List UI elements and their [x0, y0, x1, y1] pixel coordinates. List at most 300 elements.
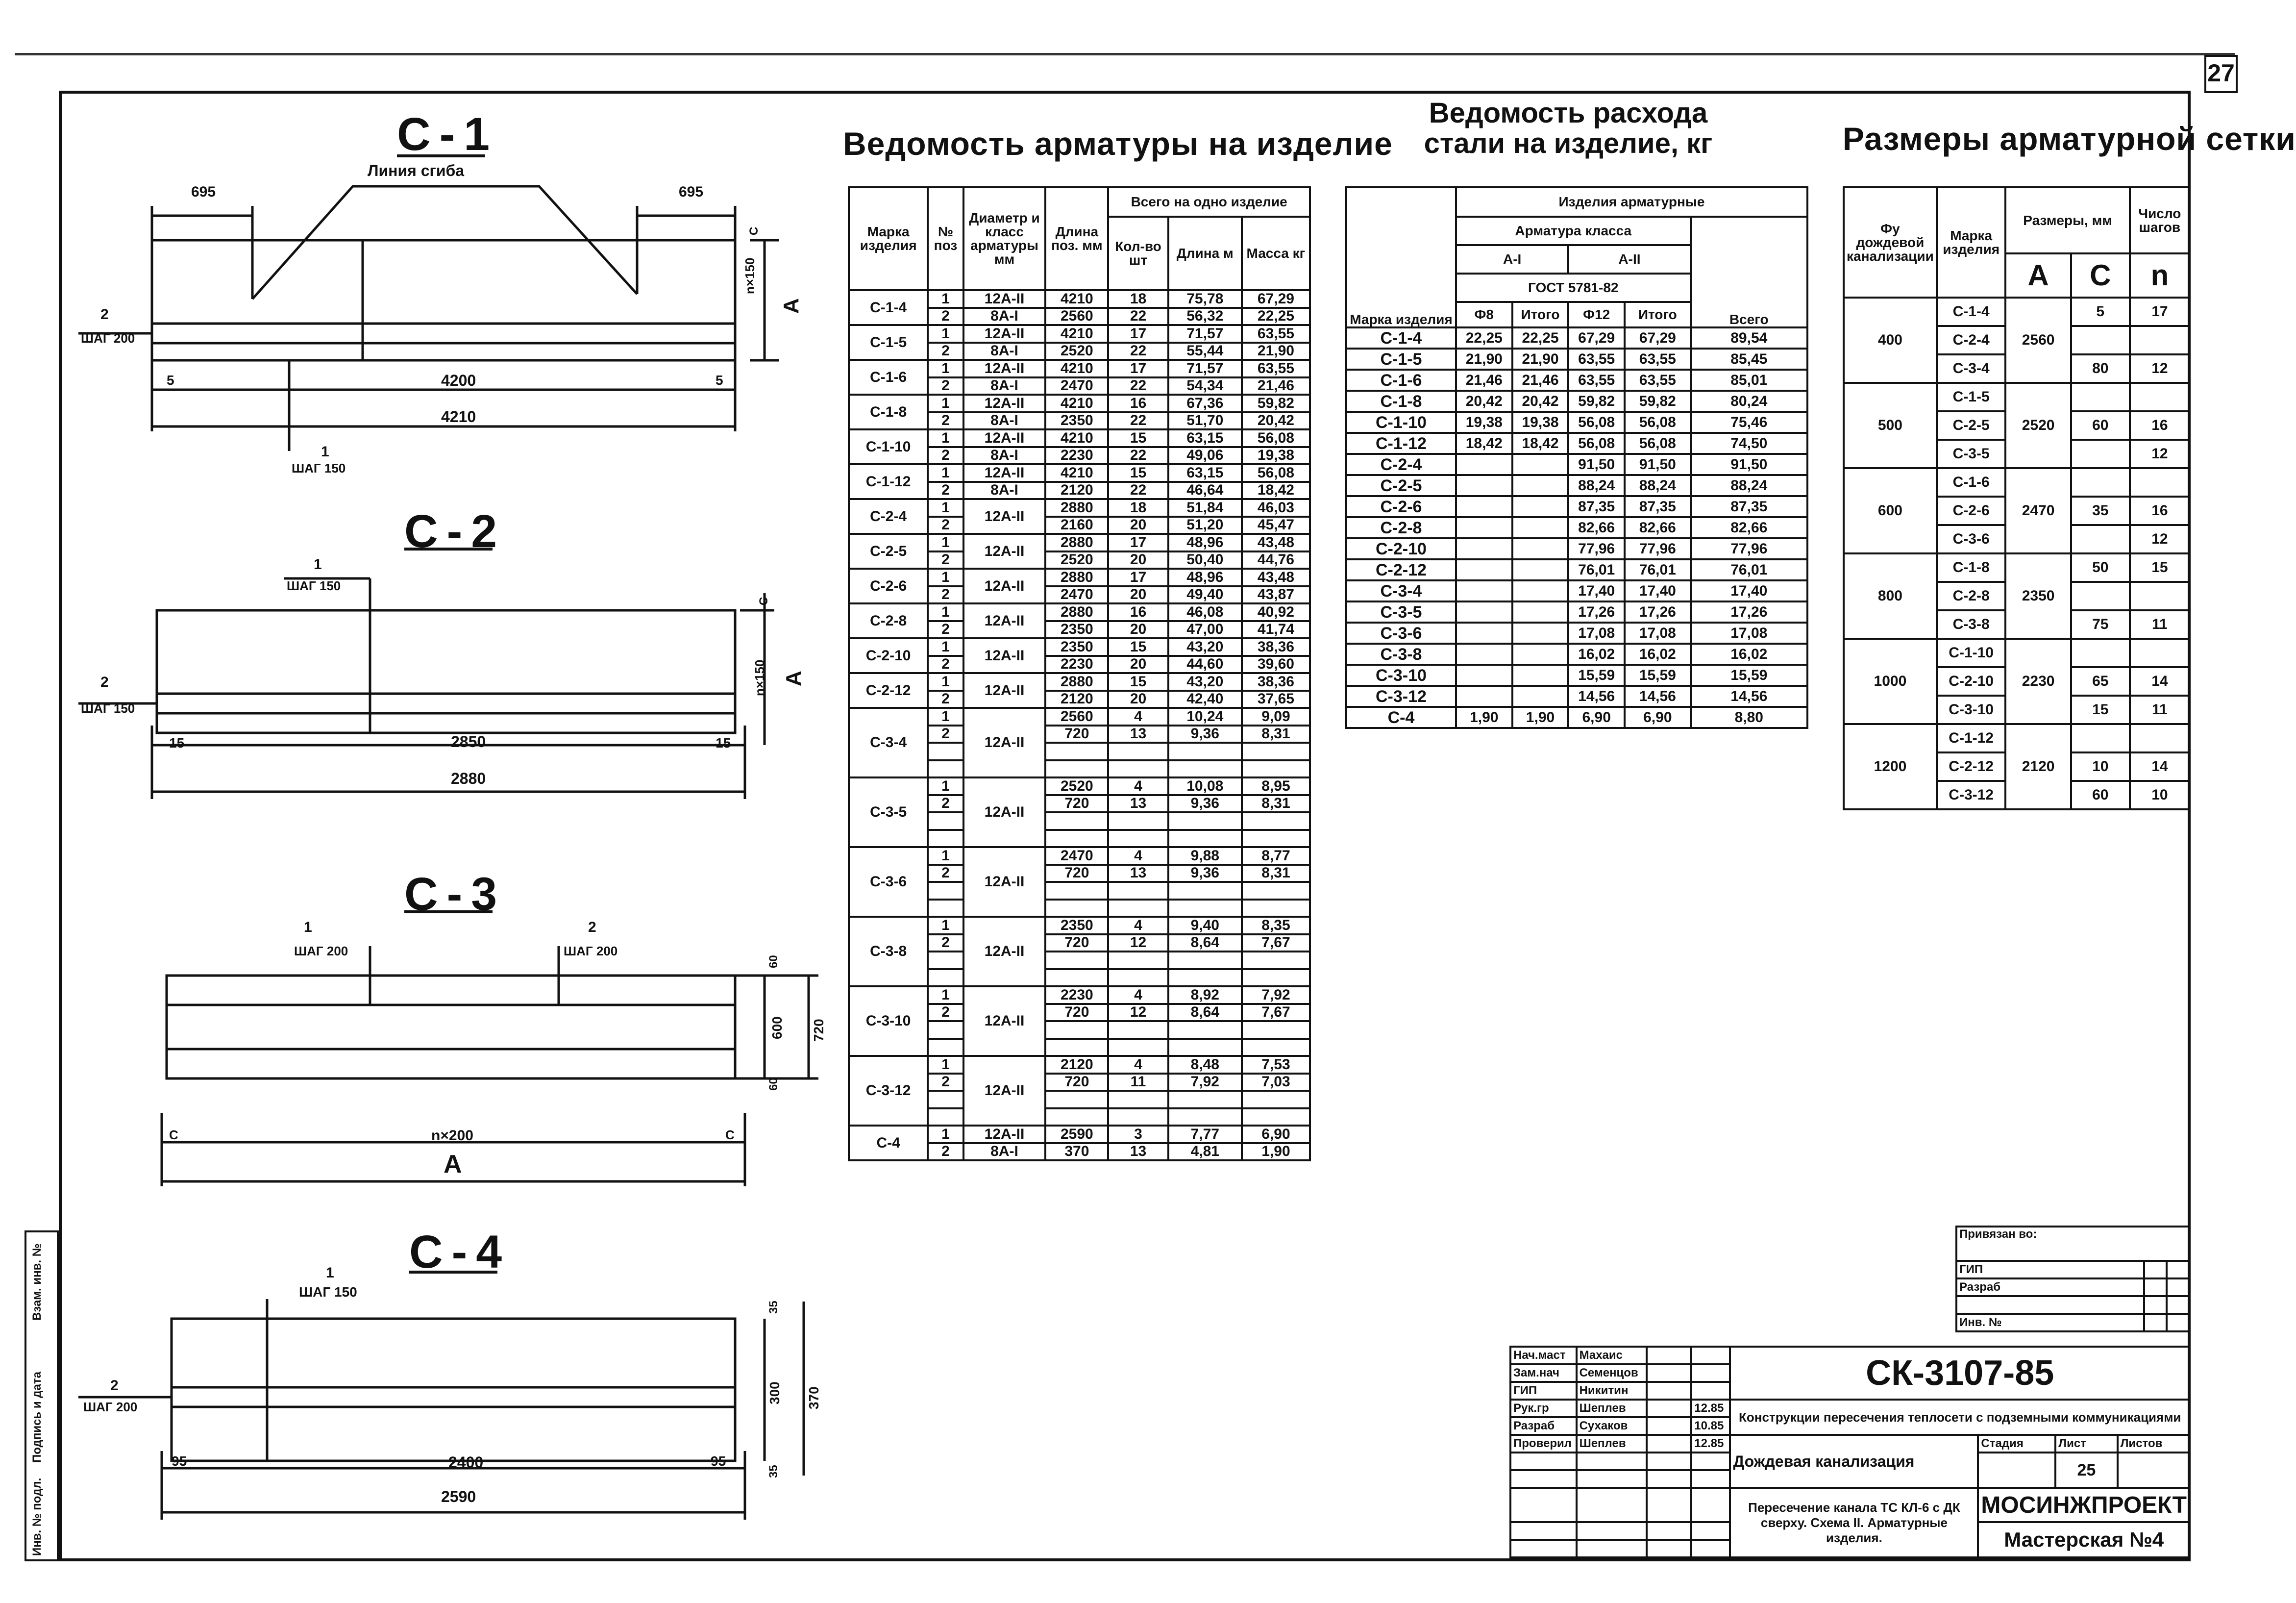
- t1-cell-len: [1045, 1039, 1108, 1056]
- t1-cell-tlen: [1168, 900, 1242, 917]
- stamp-r4-date: 12.85: [1691, 1400, 1730, 1417]
- t1-cell-len: [1045, 760, 1108, 778]
- t1-cell-qty: 13: [1108, 1143, 1168, 1161]
- t2-cell-sum1: [1512, 454, 1569, 475]
- t2-cell-sum2: 17,26: [1625, 601, 1691, 623]
- t1-cell-len: 370: [1045, 1143, 1108, 1161]
- t2-cell-mark: С-2-5: [1346, 475, 1456, 496]
- t3-cell-steps: [2130, 582, 2190, 610]
- t3-cell-a: 2560: [2005, 298, 2071, 383]
- t1-cell-tlen: [1168, 969, 1242, 987]
- t1-cell-mark: С-1-6: [849, 360, 928, 395]
- c1-side-n: n×150: [742, 257, 757, 294]
- t1-cell-qty: 12: [1108, 934, 1168, 952]
- t1-cell-tlen: [1168, 882, 1242, 900]
- t3-cell-steps: 12: [2130, 440, 2190, 468]
- t2-cell-sum1: 20,42: [1512, 391, 1569, 412]
- t2-cell-d8: [1456, 665, 1512, 686]
- t1-cell-len: 2230: [1045, 447, 1108, 465]
- t1-cell-tlen: 9,36: [1168, 865, 1242, 882]
- t1-cell-qty: 20: [1108, 551, 1168, 569]
- t2-cell-mark: С-3-4: [1346, 580, 1456, 601]
- t1-cell-qty: 22: [1108, 377, 1168, 395]
- t2-cell-sum1: [1512, 517, 1569, 538]
- t2-cell-mark: С-1-6: [1346, 370, 1456, 391]
- t3-cell-c: [2071, 468, 2130, 497]
- t2-cell-total: 17,26: [1691, 601, 1807, 623]
- t2-cell-d8: 21,90: [1456, 349, 1512, 370]
- t1-cell-tlen: [1168, 812, 1242, 830]
- t1-row: [849, 673, 1310, 691]
- t2-cell-d12: 6,90: [1568, 707, 1625, 728]
- t1-row: [849, 325, 1310, 343]
- t1-cell-diam: 12А-II: [963, 673, 1046, 708]
- t1-cell-mass: 6,90: [1242, 1126, 1310, 1143]
- t1-cell-len: [1045, 830, 1108, 848]
- t1-cell-tlen: 48,96: [1168, 534, 1242, 551]
- stamp-sheet-desc: Пересечение канала ТС КЛ-6 с ДК сверху. Схема II. Арматурные изделия.: [1730, 1488, 1978, 1557]
- t1-cell-mass: 7,67: [1242, 934, 1310, 952]
- t1-cell-qty: 13: [1108, 865, 1168, 882]
- t1-cell-qty: 15: [1108, 638, 1168, 656]
- t1-cell-len: 2350: [1045, 412, 1108, 430]
- t1-cell-mass: 59,82: [1242, 395, 1310, 412]
- t1-cell-qty: [1108, 760, 1168, 778]
- t1-cell-tlen: 56,32: [1168, 308, 1242, 326]
- t1-cell-diam: 12А-II: [963, 325, 1046, 343]
- c1-step-bottom: ШАГ 150: [292, 461, 346, 476]
- t3-cell-mark: С-3-4: [1937, 354, 2006, 383]
- t2-cell-sum1: 19,38: [1512, 412, 1569, 433]
- t1-cell-pos: 2: [928, 1004, 963, 1022]
- stamp-workshop: Мастерская №4: [1978, 1522, 2190, 1557]
- t3-cell-mark: С-2-8: [1937, 582, 2006, 610]
- t3-cell-steps: [2130, 383, 2190, 411]
- t1-cell-mark: С-2-12: [849, 673, 928, 708]
- t1-cell-mark: С-1-5: [849, 325, 928, 360]
- t2-cell-sum1: [1512, 686, 1569, 707]
- t1-cell-tlen: 49,40: [1168, 586, 1242, 604]
- t1-row: [849, 429, 1310, 447]
- t2-cell-total: 16,02: [1691, 644, 1807, 665]
- t2-cell-d8: [1456, 559, 1512, 580]
- t1-cell-pos: [928, 952, 963, 969]
- t1-cell-tlen: 8,48: [1168, 1056, 1242, 1074]
- t1-cell-len: 2880: [1045, 499, 1108, 517]
- c4-step-left: ШАГ 200: [83, 1400, 138, 1414]
- t1-cell-tlen: 10,08: [1168, 777, 1242, 795]
- t2-cell-total: 80,24: [1691, 391, 1807, 412]
- t2-cell-mark: С-3-10: [1346, 665, 1456, 686]
- t1-cell-qty: 4: [1108, 777, 1168, 795]
- t2-cell-d12: 67,29: [1568, 327, 1625, 349]
- t1-body: [849, 290, 1310, 1160]
- c4-dim-outer: 2590: [441, 1488, 476, 1505]
- t2-cell-total: 8,80: [1691, 707, 1807, 728]
- t1-cell-pos: [928, 900, 963, 917]
- t1-cell-pos: 1: [928, 777, 963, 795]
- c1-dim-right: 695: [679, 184, 704, 200]
- t2-cell-mark: С-3-12: [1346, 686, 1456, 707]
- t1-cell-mass: 44,76: [1242, 551, 1310, 569]
- t1-cell-pos: 2: [928, 1143, 963, 1161]
- c4-end-right: 95: [711, 1453, 726, 1469]
- t1-cell-pos: 1: [928, 986, 963, 1004]
- t2-cell-mark: С-1-5: [1346, 349, 1456, 370]
- t1-cell-mass: 38,36: [1242, 638, 1310, 656]
- t1-cell-tlen: [1168, 1108, 1242, 1126]
- t2-cell-total: 15,59: [1691, 665, 1807, 686]
- t1-cell-len: [1045, 1091, 1108, 1108]
- t3-cell-a: 2470: [2005, 468, 2071, 553]
- t1-cell-mass: [1242, 952, 1310, 969]
- t2-h-items: Изделия арматурные: [1456, 187, 1807, 217]
- t3-cell-mark: С-3-5: [1937, 440, 2006, 468]
- t3-row: [1844, 468, 2190, 497]
- t2-cell-d8: 21,46: [1456, 370, 1512, 391]
- t2-cell-sum2: 15,59: [1625, 665, 1691, 686]
- t2-cell-total: 75,46: [1691, 412, 1807, 433]
- stamp-stage-h: Стадия: [1978, 1435, 2055, 1453]
- t1-cell-mass: 40,92: [1242, 603, 1310, 621]
- t2-cell-total: 85,45: [1691, 349, 1807, 370]
- t1-cell-tlen: 9,88: [1168, 847, 1242, 865]
- t3-cell-du: 400: [1844, 298, 1937, 383]
- t1-cell-pos: [928, 760, 963, 778]
- t1-cell-mass: [1242, 1039, 1310, 1056]
- t1-cell-qty: [1108, 830, 1168, 848]
- t1-cell-len: 720: [1045, 934, 1108, 952]
- t1-cell-tlen: [1168, 830, 1242, 848]
- t2-h-steel: Арматура класса: [1456, 217, 1691, 245]
- t1-cell-tlen: 42,40: [1168, 691, 1242, 708]
- t3-cell-c: 75: [2071, 610, 2130, 639]
- t1-cell-mass: 22,25: [1242, 308, 1310, 326]
- t2-cell-mark: С-2-4: [1346, 454, 1456, 475]
- t1-cell-mass: 8,35: [1242, 917, 1310, 934]
- t3-cell-c: [2071, 440, 2130, 468]
- t2-cell-sum2: 56,08: [1625, 412, 1691, 433]
- t2-cell-d12: 16,02: [1568, 644, 1625, 665]
- t1-row: [849, 917, 1310, 934]
- t2-cell-sum1: [1512, 665, 1569, 686]
- t1-cell-tlen: 71,57: [1168, 360, 1242, 377]
- stamp-r5-date: 10.85: [1691, 1417, 1730, 1435]
- t2-cell-total: 85,01: [1691, 370, 1807, 391]
- t2-cell-d8: [1456, 475, 1512, 496]
- t3-cell-c: [2071, 383, 2130, 411]
- t3-cell-c: 60: [2071, 781, 2130, 809]
- t1-cell-pos: 1: [928, 290, 963, 308]
- t2-cell-sum1: [1512, 496, 1569, 517]
- t1-cell-qty: [1108, 1091, 1168, 1108]
- t2-cell-sum2: 16,02: [1625, 644, 1691, 665]
- t1-cell-len: 2520: [1045, 343, 1108, 360]
- t2-row: [1346, 349, 1807, 370]
- t3-cell-c: 15: [2071, 696, 2130, 724]
- t1-cell-qty: 20: [1108, 586, 1168, 604]
- t1-cell-pos: 1: [928, 638, 963, 656]
- t2-row: [1346, 412, 1807, 433]
- t3-body: [1844, 298, 2190, 809]
- t1-cell-len: [1045, 900, 1108, 917]
- t1-cell-diam: 12А-II: [963, 395, 1046, 412]
- t1-cell-len: 2880: [1045, 569, 1108, 586]
- t1-cell-tlen: 43,20: [1168, 673, 1242, 691]
- t1-cell-pos: 1: [928, 395, 963, 412]
- c4-dim-300: 300: [767, 1381, 782, 1404]
- t1-cell-qty: 22: [1108, 447, 1168, 465]
- t1-cell-tlen: 47,00: [1168, 621, 1242, 639]
- t1-cell-len: 720: [1045, 1004, 1108, 1022]
- t1-cell-tlen: [1168, 952, 1242, 969]
- t1-cell-len: [1045, 812, 1108, 830]
- t2-row: [1346, 391, 1807, 412]
- t1-cell-tlen: 7,92: [1168, 1074, 1242, 1091]
- c1-side-a: А: [779, 298, 803, 314]
- t1-cell-len: 2880: [1045, 534, 1108, 551]
- t2-row: [1346, 370, 1807, 391]
- t1-cell-diam: 12А-II: [963, 986, 1046, 1056]
- t3-row: [1844, 298, 2190, 326]
- c1-end-right: 5: [716, 373, 723, 388]
- t1-cell-qty: 18: [1108, 290, 1168, 308]
- t2-cell-total: 76,01: [1691, 559, 1807, 580]
- t1-cell-tlen: 48,96: [1168, 569, 1242, 586]
- t1-cell-len: 720: [1045, 726, 1108, 743]
- t2-cell-d12: 77,96: [1568, 538, 1625, 559]
- t1-cell-qty: [1108, 812, 1168, 830]
- t1-cell-mark: С-2-4: [849, 499, 928, 534]
- c2-side-n: n×150: [752, 659, 767, 696]
- t1-cell-mass: 63,55: [1242, 325, 1310, 343]
- t1-row: [849, 986, 1310, 1004]
- c3-c-left: С: [169, 1127, 178, 1142]
- c2-side-a: А: [782, 671, 806, 686]
- stamp-section: Дождевая канализация: [1730, 1435, 1978, 1488]
- t1-cell-qty: 13: [1108, 795, 1168, 813]
- t1-cell-mass: 7,03: [1242, 1074, 1310, 1091]
- c3-dim-n: n×200: [431, 1127, 473, 1144]
- t2-cell-d8: 22,25: [1456, 327, 1512, 349]
- t1-cell-pos: 1: [928, 603, 963, 621]
- stamp-project-title: Конструкции пересечения теплосети с подземными коммуникациями: [1730, 1400, 2190, 1435]
- c1-dim-left: 695: [191, 184, 216, 200]
- t1-cell-qty: 4: [1108, 708, 1168, 726]
- t1-cell-len: 2880: [1045, 603, 1108, 621]
- t3-h-steps: Число шагов: [2130, 187, 2190, 253]
- t2-cell-d8: [1456, 538, 1512, 559]
- t1-cell-tlen: 8,64: [1168, 934, 1242, 952]
- c2-step-left: ШАГ 150: [81, 701, 135, 716]
- t2-row: [1346, 475, 1807, 496]
- t1-cell-mass: 20,42: [1242, 412, 1310, 430]
- t1-cell-pos: 2: [928, 343, 963, 360]
- t3-cell-steps: 14: [2130, 752, 2190, 781]
- t1-cell-qty: 22: [1108, 308, 1168, 326]
- t1-cell-qty: 20: [1108, 517, 1168, 534]
- t1-cell-qty: 4: [1108, 986, 1168, 1004]
- t1-cell-mass: 7,67: [1242, 1004, 1310, 1022]
- t2-cell-d12: 87,35: [1568, 496, 1625, 517]
- t1-cell-mass: 37,65: [1242, 691, 1310, 708]
- t1-cell-tlen: 43,20: [1168, 638, 1242, 656]
- t1-cell-mass: 45,47: [1242, 517, 1310, 534]
- t1-cell-pos: [928, 1039, 963, 1056]
- t1-cell-mass: 43,87: [1242, 586, 1310, 604]
- stamp-r5-role: Разраб: [1510, 1417, 1577, 1435]
- t1-cell-len: 2350: [1045, 621, 1108, 639]
- t3-h-n: n: [2130, 253, 2190, 298]
- t1-cell-pos: 1: [928, 325, 963, 343]
- t3-cell-c: 60: [2071, 411, 2130, 440]
- t1-cell-len: 2520: [1045, 551, 1108, 569]
- t2-body: [1346, 327, 1807, 728]
- t1-cell-mass: [1242, 1108, 1310, 1126]
- t1-cell-pos: 1: [928, 1056, 963, 1074]
- c4-end-left: 95: [172, 1453, 187, 1469]
- t1-cell-mass: 41,74: [1242, 621, 1310, 639]
- t2-cell-mark: С-3-6: [1346, 623, 1456, 644]
- t1-cell-qty: [1108, 1021, 1168, 1039]
- c1-end-left: 5: [167, 373, 174, 388]
- t1-cell-mass: [1242, 760, 1310, 778]
- t2-cell-total: 77,96: [1691, 538, 1807, 559]
- t3-cell-a: 2120: [2005, 724, 2071, 809]
- t3-cell-mark: С-1-12: [1937, 724, 2006, 752]
- c1-dim-outer: 4210: [441, 408, 476, 426]
- t1-cell-len: 2880: [1045, 673, 1108, 691]
- t3-cell-steps: [2130, 326, 2190, 354]
- c1-step-left: ШАГ 200: [81, 331, 135, 346]
- t3-cell-a: 2230: [2005, 639, 2071, 724]
- t1-cell-tlen: 9,36: [1168, 795, 1242, 813]
- t3-cell-c: 50: [2071, 553, 2130, 582]
- t1-cell-mass: [1242, 1021, 1310, 1039]
- t2-cell-mark: С-1-10: [1346, 412, 1456, 433]
- t1-cell-diam: 12А-II: [963, 360, 1046, 377]
- t2-cell-d12: 17,26: [1568, 601, 1625, 623]
- t1-cell-mass: 18,42: [1242, 482, 1310, 500]
- t1-cell-tlen: 63,15: [1168, 464, 1242, 482]
- t2-cell-sum2: 82,66: [1625, 517, 1691, 538]
- t2-cell-sum2: 76,01: [1625, 559, 1691, 580]
- t1-cell-len: 2160: [1045, 517, 1108, 534]
- t1-cell-mark: С-2-8: [849, 603, 928, 638]
- t2-cell-d8: [1456, 517, 1512, 538]
- t1-cell-mark: С-3-10: [849, 986, 928, 1056]
- c3-label: С-3: [404, 868, 506, 920]
- t1-cell-qty: 16: [1108, 603, 1168, 621]
- t1-row: [849, 534, 1310, 551]
- c1-fold-line: Линия сгиба: [368, 162, 465, 179]
- t2-cell-sum2: 91,50: [1625, 454, 1691, 475]
- t2-cell-mark: С-1-4: [1346, 327, 1456, 349]
- t1-cell-len: 2350: [1045, 917, 1108, 934]
- t1-row: [849, 847, 1310, 865]
- t1-cell-mass: 56,08: [1242, 464, 1310, 482]
- t1-cell-tlen: 7,77: [1168, 1126, 1242, 1143]
- t1-cell-pos: 1: [928, 429, 963, 447]
- t1-cell-mark: С-2-6: [849, 569, 928, 603]
- c2-side-c: С: [757, 597, 770, 605]
- t2-cell-mark: С-2-10: [1346, 538, 1456, 559]
- t3-row: [1844, 639, 2190, 667]
- c4-dim-inner: 2400: [448, 1453, 484, 1471]
- t3-cell-steps: [2130, 468, 2190, 497]
- t1-cell-tlen: 49,06: [1168, 447, 1242, 465]
- t1-cell-len: [1045, 952, 1108, 969]
- t3-cell-steps: [2130, 639, 2190, 667]
- t2-cell-sum2: 63,55: [1625, 370, 1691, 391]
- t1-row: [849, 708, 1310, 726]
- t1-cell-diam: 12А-II: [963, 1126, 1046, 1143]
- t1-cell-diam: 8А-I: [963, 377, 1046, 395]
- t1-cell-tlen: 9,40: [1168, 917, 1242, 934]
- t3-cell-steps: 12: [2130, 354, 2190, 383]
- t1-cell-mass: 21,90: [1242, 343, 1310, 360]
- rebar-schedule-table: [848, 186, 1311, 1161]
- t1-cell-len: [1045, 1021, 1108, 1039]
- t3-cell-a: 2350: [2005, 553, 2071, 639]
- t1-cell-diam: 12А-II: [963, 1056, 1046, 1126]
- t1-cell-qty: [1108, 882, 1168, 900]
- t2-row: [1346, 517, 1807, 538]
- t1-cell-tlen: 10,24: [1168, 708, 1242, 726]
- t1-cell-len: 2470: [1045, 847, 1108, 865]
- t2-cell-mark: С-3-8: [1346, 644, 1456, 665]
- t2-cell-d12: 76,01: [1568, 559, 1625, 580]
- t2-cell-total: 87,35: [1691, 496, 1807, 517]
- t2-h-d12: Ф12: [1568, 302, 1625, 327]
- t1-cell-qty: 20: [1108, 621, 1168, 639]
- c2-dim-inner: 2850: [451, 733, 486, 751]
- t1-cell-diam: 8А-I: [963, 482, 1046, 500]
- t2-cell-mark: С-4: [1346, 707, 1456, 728]
- t1-cell-pos: 2: [928, 621, 963, 639]
- t3-cell-steps: 11: [2130, 610, 2190, 639]
- t3-cell-mark: С-1-8: [1937, 553, 2006, 582]
- t1-cell-mark: С-3-4: [849, 708, 928, 777]
- t1-cell-pos: 2: [928, 412, 963, 430]
- t1-cell-mark: С-1-8: [849, 395, 928, 429]
- t1-cell-qty: [1108, 969, 1168, 987]
- t2-cell-d12: 88,24: [1568, 475, 1625, 496]
- t2-row: [1346, 623, 1807, 644]
- t2-row: [1346, 707, 1807, 728]
- t1-cell-mark: С-1-4: [849, 290, 928, 325]
- t1-cell-mass: 7,92: [1242, 986, 1310, 1004]
- t1-cell-pos: 2: [928, 795, 963, 813]
- t3-cell-du: 1000: [1844, 639, 1937, 724]
- t1-cell-qty: 22: [1108, 412, 1168, 430]
- t1-cell-pos: 2: [928, 447, 963, 465]
- c4-dim-35b: 35: [767, 1465, 780, 1478]
- table1-title: Ведомость арматуры на изделие: [843, 125, 1393, 162]
- t2-cell-d8: 19,38: [1456, 412, 1512, 433]
- t1-cell-len: 4210: [1045, 360, 1108, 377]
- t1-cell-pos: 2: [928, 377, 963, 395]
- c3-side-a: А: [444, 1150, 462, 1178]
- c2-end-left: 15: [169, 735, 185, 751]
- t2-row: [1346, 686, 1807, 707]
- t2-h-gost: ГОСТ 5781-82: [1456, 274, 1691, 302]
- mesh-drawings-svg: [0, 0, 833, 1520]
- c2-end-right: 15: [716, 735, 731, 751]
- t1-row: [849, 499, 1310, 517]
- t1-cell-len: 2560: [1045, 708, 1108, 726]
- t1-row: [849, 777, 1310, 795]
